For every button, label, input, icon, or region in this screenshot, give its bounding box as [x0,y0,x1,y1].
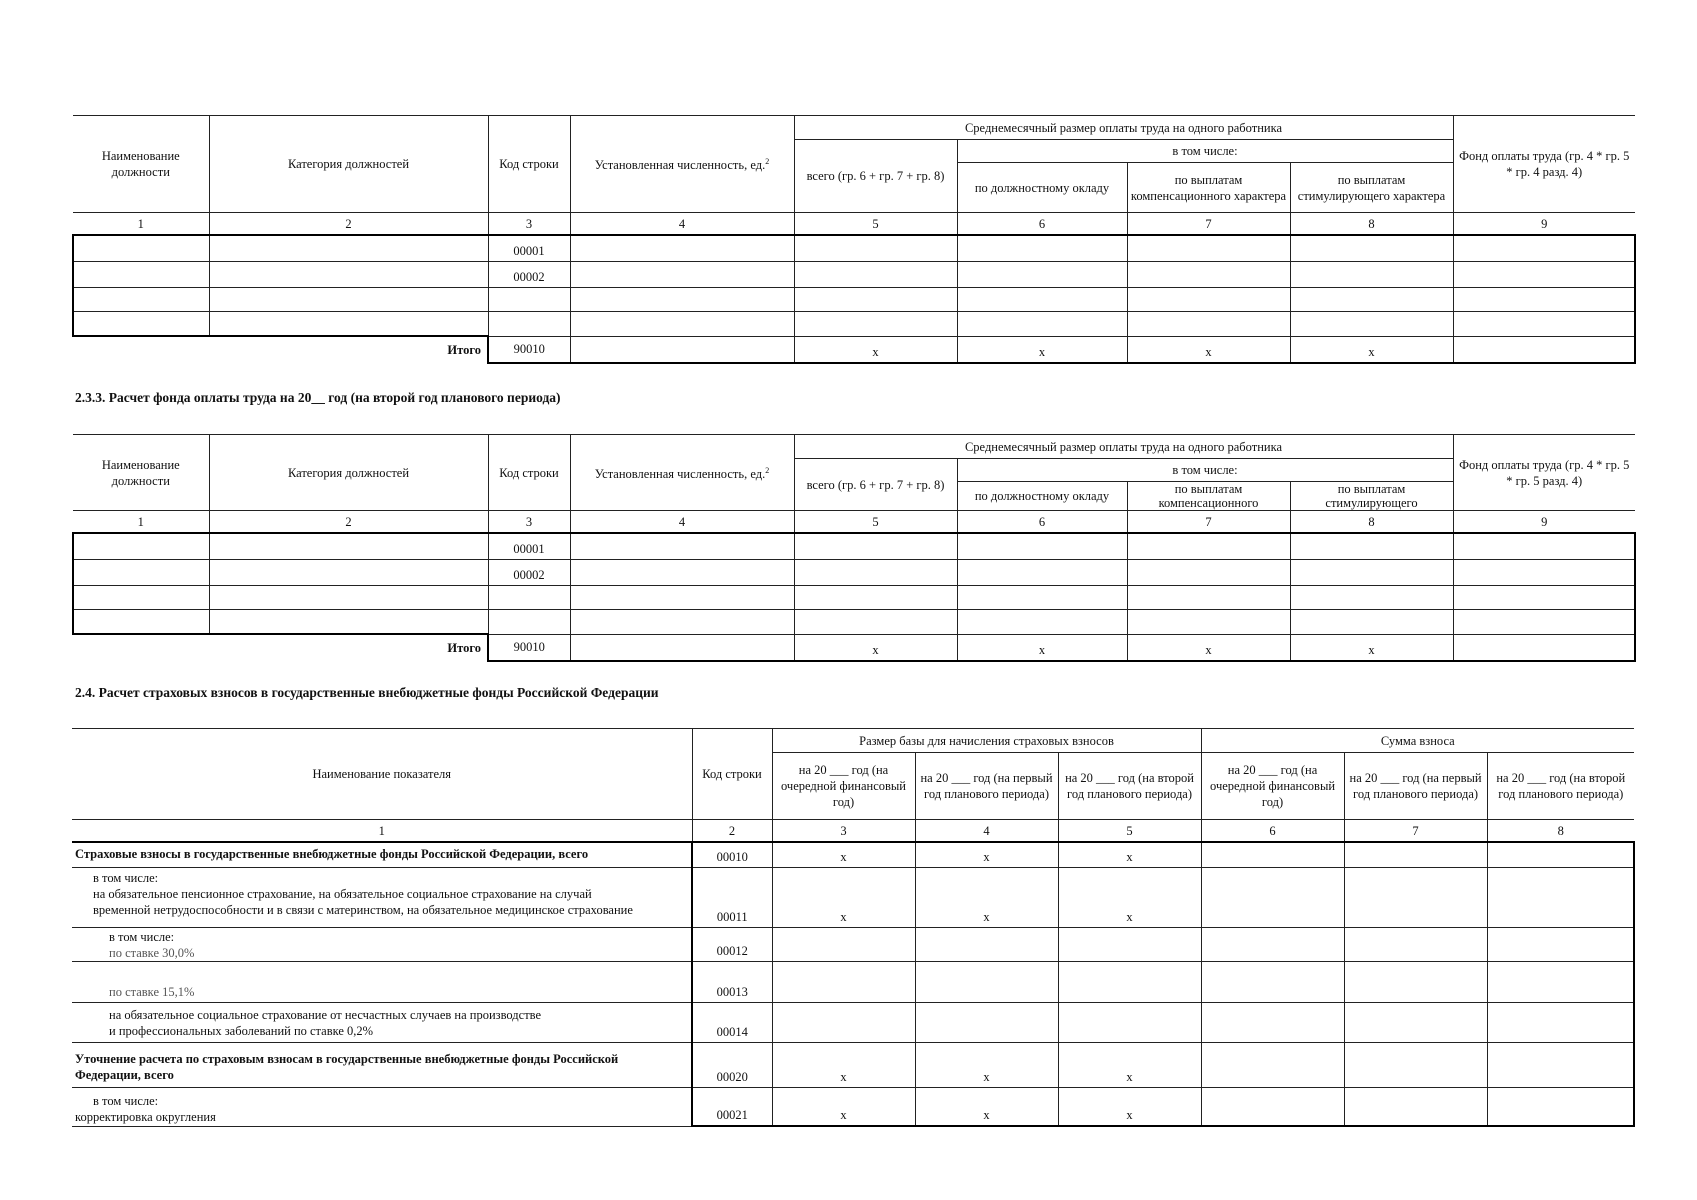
total-x-mark: x [957,336,1127,363]
x-mark: x [915,1042,1058,1087]
col-number: 7 [1127,511,1290,534]
cell-sum[interactable] [1487,1087,1634,1126]
cell-total[interactable] [794,262,957,288]
cell-row-code: 00021 [692,1087,772,1126]
cell-sum[interactable] [1487,1042,1634,1087]
table-row [73,235,1635,262]
cell-category[interactable] [209,235,488,262]
col-number: 6 [957,511,1127,534]
col-number: 3 [488,213,570,236]
cell-row-code: 00012 [692,927,772,961]
cell-row-code: 00002 [488,262,570,288]
header-year-first-plan: на 20 ___ год (на первый год планового периода) [1344,753,1487,820]
table-row [72,927,1634,961]
header-including: в том числе: [957,140,1453,163]
header-row-code: Код строки [488,435,570,511]
cell-base[interactable] [915,1002,1058,1042]
cell-row-code: 00013 [692,961,772,1002]
total-x-mark: x [1127,634,1290,661]
cell-headcount[interactable] [570,288,794,312]
cell-fund[interactable] [1453,586,1635,610]
cell-headcount[interactable] [570,560,794,586]
cell-base[interactable] [1058,1002,1201,1042]
total-x-mark: x [957,634,1127,661]
cell-sum[interactable] [1201,867,1344,927]
row-label: в том числе: на обязательное пенсионное страхование, на обязательное социальное страхование на случай временной нетрудоспособности и в связи с материнством, на обязательное медицинское страхование [72,867,692,927]
cell-row-code: 00011 [692,867,772,927]
cell-position-name[interactable] [73,586,209,610]
header-row-code: Код строки [488,116,570,213]
cell-compensation[interactable] [1127,262,1290,288]
x-mark: x [772,1087,915,1126]
cell-compensation[interactable] [1127,235,1290,262]
cell-position-name[interactable] [73,288,209,312]
cell-position-name[interactable] [73,235,209,262]
cell-salary[interactable] [957,312,1127,337]
cell-base[interactable] [915,927,1058,961]
cell-stimulating[interactable] [1290,235,1453,262]
cell-total[interactable] [794,533,957,560]
cell-compensation[interactable] [1127,586,1290,610]
table-row [72,842,1634,867]
cell-row-code: 00014 [692,1002,772,1042]
header-compensation: по выплатам компенсационного [1127,482,1290,511]
total-x-mark: x [794,634,957,661]
col-number: 9 [1453,213,1635,236]
header-base: Размер базы для начисления страховых взносов [772,729,1201,753]
x-mark: x [915,842,1058,867]
cell-sum[interactable] [1487,1002,1634,1042]
total-headcount[interactable] [570,336,794,363]
cell-row-code [488,288,570,312]
row-label: в том числе: корректировка округления [72,1087,692,1126]
cell-stimulating[interactable] [1290,560,1453,586]
row-label: Уточнение расчета по страховым взносам в государственные внебюджетные фонды Российской Федерации, всего [72,1042,692,1087]
cell-total[interactable] [794,235,957,262]
col-number: 7 [1127,213,1290,236]
col-number: 4 [570,511,794,534]
cell-stimulating[interactable] [1290,533,1453,560]
header-salary: по должностному окладу [957,163,1127,213]
cell-total[interactable] [794,586,957,610]
table-row [72,867,1634,927]
x-mark: x [1058,867,1201,927]
col-number: 5 [1058,820,1201,843]
col-number: 5 [794,213,957,236]
cell-fund[interactable] [1453,312,1635,337]
header-payroll-fund: Фонд оплаты труда (гр. 4 * гр. 5 * гр. 5 разд. 4) [1453,435,1635,511]
cell-row-code: 00002 [488,560,570,586]
x-mark: x [1058,1042,1201,1087]
table-row [72,1042,1634,1087]
cell-headcount[interactable] [570,610,794,635]
cell-compensation[interactable] [1127,288,1290,312]
x-mark: x [915,1087,1058,1126]
total-label: Итого [73,634,488,661]
cell-row-code: 00010 [692,842,772,867]
row-label: в том числе: по ставке 30,0% [72,927,692,961]
header-headcount: Установленная численность, ед.$^2$ [570,435,794,511]
cell-base[interactable] [772,1002,915,1042]
col-number: 1 [72,820,692,843]
cell-fund[interactable] [1453,560,1635,586]
total-x-mark: x [794,336,957,363]
cell-position-name[interactable] [73,312,209,337]
cell-stimulating[interactable] [1290,610,1453,635]
row-label: на обязательное социальное страхование от несчастных случаев на производстве и профессиональных заболеваний по ставке 0,2% [72,1002,692,1042]
x-mark: x [772,867,915,927]
table-row [72,1087,1634,1126]
cell-base[interactable] [1058,927,1201,961]
header-stimulating: по выплатам стимулирующего [1290,482,1453,511]
total-row-code: 90010 [488,634,570,661]
table-row [73,586,1635,610]
header-position-name: Наименование должности [73,435,209,511]
cell-headcount[interactable] [570,586,794,610]
cell-category[interactable] [209,560,488,586]
cell-sum[interactable] [1344,867,1487,927]
cell-fund[interactable] [1453,235,1635,262]
cell-salary[interactable] [957,235,1127,262]
col-number: 3 [488,511,570,534]
table-row [73,288,1635,312]
header-position-name: Наименование должности [73,116,209,213]
col-number: 4 [915,820,1058,843]
cell-salary[interactable] [957,262,1127,288]
table-row [73,560,1635,586]
cell-sum[interactable] [1201,927,1344,961]
cell-stimulating[interactable] [1290,586,1453,610]
col-number: 3 [772,820,915,843]
table-row [73,312,1635,337]
col-number: 8 [1290,213,1453,236]
cell-sum[interactable] [1201,961,1344,1002]
x-mark: x [1058,842,1201,867]
x-mark: x [1058,1087,1201,1126]
cell-stimulating[interactable] [1290,312,1453,337]
cell-category[interactable] [209,586,488,610]
cell-fund[interactable] [1453,288,1635,312]
cell-sum[interactable] [1201,1087,1344,1126]
cell-base[interactable] [1058,961,1201,1002]
header-row-code: Код строки [692,729,772,820]
cell-sum[interactable] [1344,927,1487,961]
cell-category[interactable] [209,262,488,288]
x-mark: x [772,842,915,867]
cell-row-code [488,610,570,635]
header-year-current: на 20 ___ год (на очередной финансовый год) [772,753,915,820]
cell-base[interactable] [772,961,915,1002]
cell-compensation[interactable] [1127,533,1290,560]
cell-position-name[interactable] [73,533,209,560]
col-number: 9 [1453,511,1635,534]
cell-sum[interactable] [1344,1002,1487,1042]
header-indicator: Наименование показателя [72,729,692,820]
cell-salary[interactable] [957,586,1127,610]
header-year-second-plan: на 20 ___ год (на второй год планового периода) [1058,753,1201,820]
cell-row-code: 00001 [488,235,570,262]
header-headcount: Установленная численность, ед.$^2$ [570,116,794,213]
cell-compensation[interactable] [1127,610,1290,635]
header-year-current: на 20 ___ год (на очередной финансовый год) [1201,753,1344,820]
col-number: 7 [1344,820,1487,843]
cell-compensation[interactable] [1127,312,1290,337]
header-total: всего (гр. 6 + гр. 7 + гр. 8) [794,459,957,511]
header-including: в том числе: [957,459,1453,482]
total-row [73,336,1635,363]
header-stimulating: по выплатам стимулирующего характера [1290,163,1453,213]
cell-fund[interactable] [1453,610,1635,635]
payroll-table-1 [72,115,1636,364]
cell-row-code: 00001 [488,533,570,560]
cell-headcount[interactable] [570,262,794,288]
cell-category[interactable] [209,533,488,560]
table-row [72,961,1634,1002]
cell-base[interactable] [915,961,1058,1002]
cell-position-name[interactable] [73,610,209,635]
header-year-first-plan: на 20 ___ год (на первый год планового периода) [915,753,1058,820]
cell-stimulating[interactable] [1290,288,1453,312]
section-title-2-3-3: 2.3.3. Расчет фонда оплаты труда на 20__ год (на второй год планового периода) [75,390,561,405]
cell-sum[interactable] [1201,1042,1344,1087]
table-row [73,262,1635,288]
insurance-contributions-table [72,728,1635,1127]
row-label: Страховые взносы в государственные внебюджетные фонды Российской Федерации, всего [72,842,692,867]
total-fund[interactable] [1453,634,1635,661]
cell-headcount[interactable] [570,312,794,337]
total-row-code: 90010 [488,336,570,363]
cell-headcount[interactable] [570,533,794,560]
header-avg-pay: Среднемесячный размер оплаты труда на одного работника [794,435,1453,459]
header-compensation: по выплатам компенсационного характера [1127,163,1290,213]
cell-position-name[interactable] [73,262,209,288]
section-title-2-4: 2.4. Расчет страховых взносов в государственные внебюджетные фонды Российской Федерации [75,685,659,700]
header-total: всего (гр. 6 + гр. 7 + гр. 8) [794,140,957,213]
cell-stimulating[interactable] [1290,262,1453,288]
cell-salary[interactable] [957,560,1127,586]
col-number: 6 [957,213,1127,236]
cell-sum[interactable] [1344,1087,1487,1126]
col-number: 2 [692,820,772,843]
col-number: 8 [1290,511,1453,534]
cell-headcount[interactable] [570,235,794,262]
cell-sum[interactable] [1344,842,1487,867]
table-row [72,1002,1634,1042]
total-row [73,634,1635,661]
payroll-table-2 [72,434,1636,662]
cell-sum[interactable] [1201,842,1344,867]
header-year-second-plan: на 20 ___ год (на второй год планового периода) [1487,753,1634,820]
header-category: Категория должностей [209,116,488,213]
cell-row-code [488,586,570,610]
cell-fund[interactable] [1453,262,1635,288]
x-mark: x [772,1042,915,1087]
col-number: 2 [209,511,488,534]
cell-sum[interactable] [1344,1042,1487,1087]
row-label: по ставке 15,1% [72,961,692,1002]
cell-sum[interactable] [1344,961,1487,1002]
cell-category[interactable] [209,610,488,635]
col-number: 6 [1201,820,1344,843]
col-number: 2 [209,213,488,236]
cell-sum[interactable] [1487,961,1634,1002]
total-fund[interactable] [1453,336,1635,363]
total-headcount[interactable] [570,634,794,661]
total-label: Итого [73,336,488,363]
cell-row-code [488,312,570,337]
col-number: 1 [73,213,209,236]
col-number: 5 [794,511,957,534]
total-x-mark: x [1290,634,1453,661]
cell-total[interactable] [794,560,957,586]
header-category: Категория должностей [209,435,488,511]
cell-sum[interactable] [1487,927,1634,961]
cell-sum[interactable] [1201,1002,1344,1042]
header-payroll-fund: Фонд оплаты труда (гр. 4 * гр. 5 * гр. 4 разд. 4) [1453,116,1635,213]
cell-total[interactable] [794,312,957,337]
cell-base[interactable] [772,927,915,961]
cell-category[interactable] [209,288,488,312]
table-row [73,533,1635,560]
cell-salary[interactable] [957,533,1127,560]
header-avg-pay: Среднемесячный размер оплаты труда на одного работника [794,116,1453,140]
cell-total[interactable] [794,610,957,635]
col-number: 1 [73,511,209,534]
cell-category[interactable] [209,312,488,337]
cell-fund[interactable] [1453,533,1635,560]
col-number: 4 [570,213,794,236]
header-salary: по должностному окладу [957,482,1127,511]
cell-salary[interactable] [957,288,1127,312]
table-row [73,610,1635,635]
total-x-mark: x [1290,336,1453,363]
cell-salary[interactable] [957,610,1127,635]
x-mark: x [915,867,1058,927]
cell-position-name[interactable] [73,560,209,586]
cell-sum[interactable] [1487,867,1634,927]
cell-sum[interactable] [1487,842,1634,867]
cell-total[interactable] [794,288,957,312]
total-x-mark: x [1127,336,1290,363]
cell-compensation[interactable] [1127,560,1290,586]
header-contribution-sum: Сумма взноса [1201,729,1634,753]
col-number: 8 [1487,820,1634,843]
cell-row-code: 00020 [692,1042,772,1087]
